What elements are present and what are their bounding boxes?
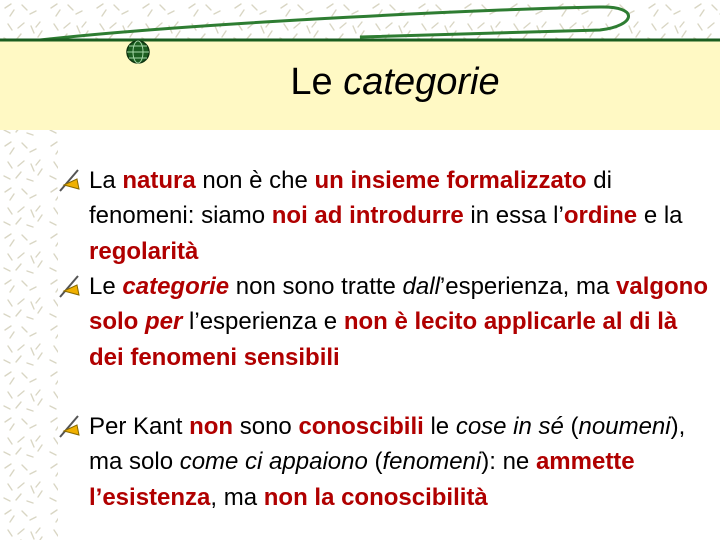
slide-title-italic: categorie — [343, 61, 500, 103]
bullet-text-run: noi ad introdurre — [271, 202, 464, 230]
bullet-text-run: conoscibili — [298, 413, 424, 440]
bullet-leaf-icon — [58, 413, 82, 439]
bullet-text-run: ordine — [563, 202, 638, 230]
bullet-text-run: categorie — [122, 273, 230, 300]
bullet-text-run: dall — [402, 273, 440, 300]
bullet-item — [58, 269, 718, 375]
bullet-item — [58, 163, 718, 269]
bullet-text-categories — [89, 269, 718, 375]
bullet-text-run: valgono solo — [89, 273, 709, 336]
bullet-text-run: ammette l’esistenza — [89, 448, 635, 511]
bullet-text-run: non — [189, 413, 234, 440]
bullet-text-run: ): ne — [481, 448, 536, 476]
bullet-text-run: ( — [367, 448, 383, 476]
bullet-leaf-icon — [58, 273, 82, 299]
bullet-text-run: sono — [233, 413, 299, 440]
bullet-text-kant — [89, 409, 718, 515]
bullet-text-run: di fenomeni: siamo — [89, 167, 612, 230]
bullet-text-run: ), ma solo — [89, 413, 686, 476]
bullet-text-run: fenomeni — [382, 448, 482, 476]
bullet-text-nature — [89, 163, 718, 269]
bullet-text-run: regolarità — [89, 237, 199, 265]
bullet-text-run: in essa l’ — [463, 202, 564, 230]
bullet-text-run: non è che — [195, 167, 315, 194]
bullet-text-run: natura — [122, 167, 196, 194]
bullet-text-run: non la conoscibilità — [263, 483, 488, 511]
bullet-text-run: un insieme formalizzato — [314, 167, 587, 194]
bullet-text-run: , ma — [210, 483, 264, 511]
bullet-text-run: per — [145, 308, 183, 336]
bullet-text-run: non sono tratte — [229, 273, 403, 300]
bullet-leaf-icon — [58, 167, 82, 193]
bullet-text-run: come ci appaiono — [179, 448, 368, 476]
bullet-text-run: La — [89, 167, 123, 194]
bullet-text-run: Per Kant — [89, 413, 190, 440]
bullet-text-run: ’esperienza, ma — [439, 273, 616, 300]
bullet-item — [58, 409, 718, 515]
bullet-text-run: e la — [637, 202, 683, 230]
bullet-text-run: cose in sé — [455, 413, 564, 440]
bullet-text-run: Le — [89, 273, 123, 300]
bullet-text-run: non è lecito applicarle al di là dei fenomeni sensibili — [89, 308, 678, 371]
slide-title-prefix: Le — [290, 61, 344, 103]
bullet-text-run: noumeni — [578, 413, 671, 440]
bullet-text-run: ( — [563, 413, 579, 440]
bullet-text-run: l’esperienza e — [182, 308, 344, 336]
bullet-text-run: le — [423, 413, 456, 440]
